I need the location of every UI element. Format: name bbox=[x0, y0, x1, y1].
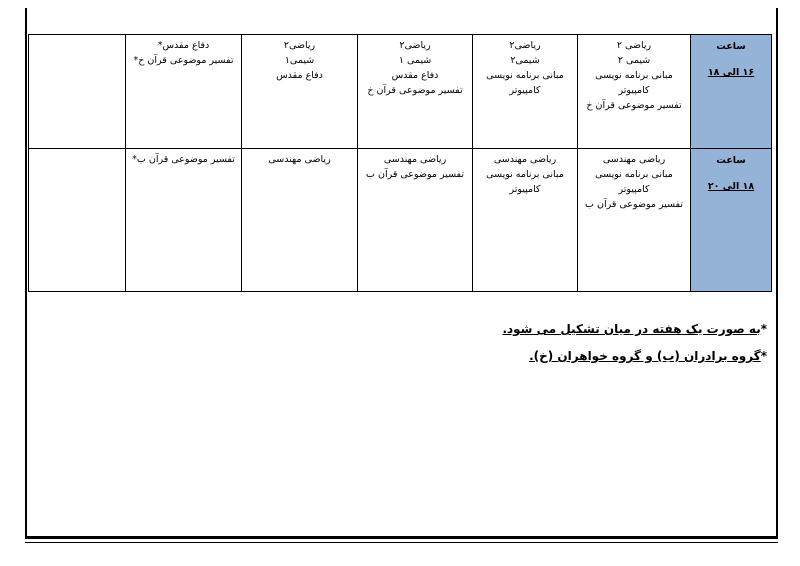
page-frame-bottom-border bbox=[25, 538, 778, 543]
course-name: شیمی ۱ bbox=[398, 55, 432, 66]
course-name: مبانی برنامه نویسی bbox=[486, 70, 564, 81]
footnote-text: گروه برادران (ب) و گروه خواهران (خ). bbox=[529, 349, 761, 363]
course-name: ریاضی مهندسی bbox=[602, 154, 666, 165]
course-name: ریاضی مهندسی bbox=[493, 154, 557, 165]
course-name: کامپیوتر bbox=[618, 85, 650, 96]
course-name: کامپیوتر bbox=[509, 85, 541, 96]
time-slot-range: ۱۸ الی ۲۰ bbox=[707, 181, 755, 192]
footnote-groups bbox=[502, 343, 767, 370]
course-name: تفسیر موضوعی قرآن خ bbox=[586, 100, 682, 111]
time-slot-label: ساعت bbox=[716, 41, 746, 52]
schedule-cell bbox=[473, 35, 578, 149]
course-name: ریاضی مهندسی bbox=[383, 154, 447, 165]
course-name: دفاع مقدس* bbox=[157, 40, 210, 51]
course-name: شیمی۱ bbox=[284, 55, 315, 66]
course-name: ریاضی مهندسی bbox=[268, 154, 331, 165]
footnotes bbox=[502, 316, 767, 370]
course-name: دفاع مقدس bbox=[391, 70, 439, 81]
schedule-cell bbox=[29, 35, 126, 149]
schedule-cell bbox=[358, 35, 473, 149]
footnote-marker: * bbox=[760, 349, 767, 363]
course-name: شیمی ۲ bbox=[617, 55, 651, 66]
course-name: ریاضی۲ bbox=[399, 40, 431, 51]
schedule-cell bbox=[242, 35, 358, 149]
course-name: تفسیر موضوعی قرآن ب bbox=[585, 199, 683, 210]
course-name: تفسیر موضوعی قرآن خ bbox=[367, 85, 463, 96]
course-name: کامپیوتر bbox=[509, 184, 541, 195]
schedule-cell bbox=[358, 149, 473, 292]
course-name: ریاضی ۲ bbox=[616, 40, 652, 51]
course-name: تفسیر موضوعی قرآن ب* bbox=[132, 154, 235, 165]
schedule-body bbox=[29, 35, 772, 292]
course-name: ریاضی۲ bbox=[509, 40, 541, 51]
schedule-row bbox=[29, 35, 772, 149]
time-slot-range: ۱۶ الی ۱۸ bbox=[707, 67, 755, 78]
schedule-row bbox=[29, 149, 772, 292]
footnote-biweekly bbox=[502, 316, 767, 343]
course-name: کامپیوتر bbox=[618, 184, 650, 195]
schedule-cell bbox=[126, 149, 242, 292]
course-name: مبانی برنامه نویسی bbox=[486, 169, 564, 180]
schedule-cell bbox=[578, 149, 691, 292]
course-name: تفسیر موضوعی قرآن خ* bbox=[133, 55, 234, 66]
schedule-cell bbox=[126, 35, 242, 149]
course-name: تفسیر موضوعی قرآن ب bbox=[366, 169, 464, 180]
course-name: ریاضی۲ bbox=[283, 40, 316, 51]
time-slot-cell bbox=[691, 35, 772, 149]
time-slot-cell bbox=[691, 149, 772, 292]
course-name: دفاع مقدس bbox=[276, 70, 323, 81]
footnote-marker: * bbox=[760, 322, 767, 336]
schedule-table bbox=[28, 34, 772, 292]
schedule-cell bbox=[29, 149, 126, 292]
course-name: مبانی برنامه نویسی bbox=[595, 70, 673, 81]
course-name: شیمی۲ bbox=[510, 55, 540, 66]
schedule-cell bbox=[473, 149, 578, 292]
schedule-cell bbox=[578, 35, 691, 149]
schedule-cell bbox=[242, 149, 358, 292]
time-slot-label: ساعت bbox=[716, 155, 746, 166]
course-name: مبانی برنامه نویسی bbox=[595, 169, 673, 180]
footnote-text: به صورت یک هفته در میان تشکیل می شود. bbox=[502, 322, 761, 336]
